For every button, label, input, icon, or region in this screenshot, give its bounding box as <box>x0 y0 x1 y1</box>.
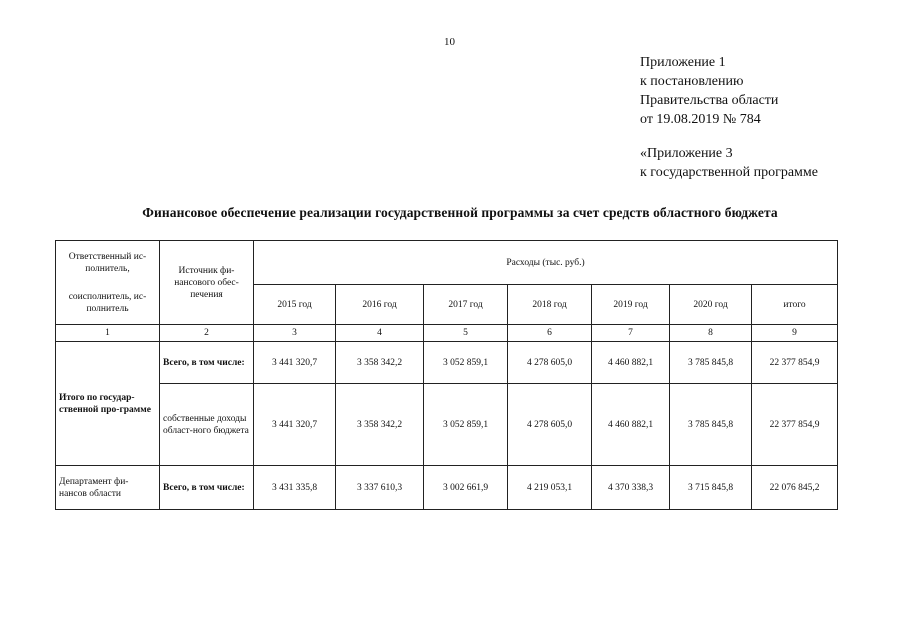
column-number: 8 <box>670 325 752 342</box>
appendix-line: «Приложение 3 <box>640 146 733 161</box>
table-row <box>56 384 838 466</box>
value-cell: 3 785 845,8 <box>670 342 752 384</box>
appendix-sub-block <box>640 144 818 182</box>
document-title: Финансовое обеспечение реализации государственной программы за счет средств областного бюджета <box>142 205 778 220</box>
value-cell: 22 076 845,2 <box>752 466 838 510</box>
appendix-line: к постановлению <box>640 74 744 89</box>
appendix-line: Правительства области <box>640 93 779 108</box>
value-cell: 3 358 342,2 <box>336 384 424 466</box>
value-cell: 3 337 610,3 <box>336 466 424 510</box>
column-number-row <box>56 325 838 342</box>
value-cell: 3 715 845,8 <box>670 466 752 510</box>
header-responsible-bottom: соисполнитель, ис-полнитель <box>68 291 147 314</box>
header-total: итого <box>752 285 838 325</box>
page-number: 10 <box>444 36 455 48</box>
value-cell: 3 441 320,7 <box>254 384 336 466</box>
appendix-block <box>640 53 778 129</box>
column-number: 2 <box>160 325 254 342</box>
value-cell: 4 278 605,0 <box>508 384 592 466</box>
executor-cell: Департамент фи-нансов области <box>56 466 160 510</box>
header-responsible-top: Ответственный ис-полнитель, <box>68 251 147 274</box>
column-number: 6 <box>508 325 592 342</box>
value-cell: 4 460 882,1 <box>592 342 670 384</box>
header-year: 2017 год <box>424 285 508 325</box>
value-cell: 3 002 661,9 <box>424 466 508 510</box>
appendix-line: от 19.08.2019 № 784 <box>640 112 761 127</box>
source-cell: собственные доходы област-ного бюджета <box>160 384 254 466</box>
value-cell: 22 377 854,9 <box>752 384 838 466</box>
value-cell: 3 052 859,1 <box>424 384 508 466</box>
header-year: 2015 год <box>254 285 336 325</box>
column-number: 7 <box>592 325 670 342</box>
source-cell: Всего, в том числе: <box>160 342 254 384</box>
header-responsible <box>56 241 160 325</box>
header-year: 2016 год <box>336 285 424 325</box>
header-expenses: Расходы (тыс. руб.) <box>254 241 838 285</box>
value-cell: 3 358 342,2 <box>336 342 424 384</box>
value-cell: 3 785 845,8 <box>670 384 752 466</box>
column-number: 5 <box>424 325 508 342</box>
column-number: 9 <box>752 325 838 342</box>
source-cell: Всего, в том числе: <box>160 466 254 510</box>
header-source: Источник фи-нансового обес-печения <box>160 241 254 325</box>
appendix-line: Приложение 1 <box>640 55 726 70</box>
executor-cell: Итого по государ-ственной про-грамме <box>56 342 160 466</box>
table-row <box>56 342 838 384</box>
column-number: 4 <box>336 325 424 342</box>
value-cell: 4 278 605,0 <box>508 342 592 384</box>
column-number: 1 <box>56 325 160 342</box>
table-row <box>56 466 838 510</box>
header-year: 2019 год <box>592 285 670 325</box>
value-cell: 4 370 338,3 <box>592 466 670 510</box>
column-number: 3 <box>254 325 336 342</box>
financing-table <box>55 240 838 510</box>
header-row <box>56 241 838 285</box>
value-cell: 4 219 053,1 <box>508 466 592 510</box>
header-year: 2018 год <box>508 285 592 325</box>
value-cell: 22 377 854,9 <box>752 342 838 384</box>
value-cell: 4 460 882,1 <box>592 384 670 466</box>
appendix-line: к государственной программе <box>640 165 818 180</box>
value-cell: 3 052 859,1 <box>424 342 508 384</box>
value-cell: 3 431 335,8 <box>254 466 336 510</box>
header-year: 2020 год <box>670 285 752 325</box>
value-cell: 3 441 320,7 <box>254 342 336 384</box>
